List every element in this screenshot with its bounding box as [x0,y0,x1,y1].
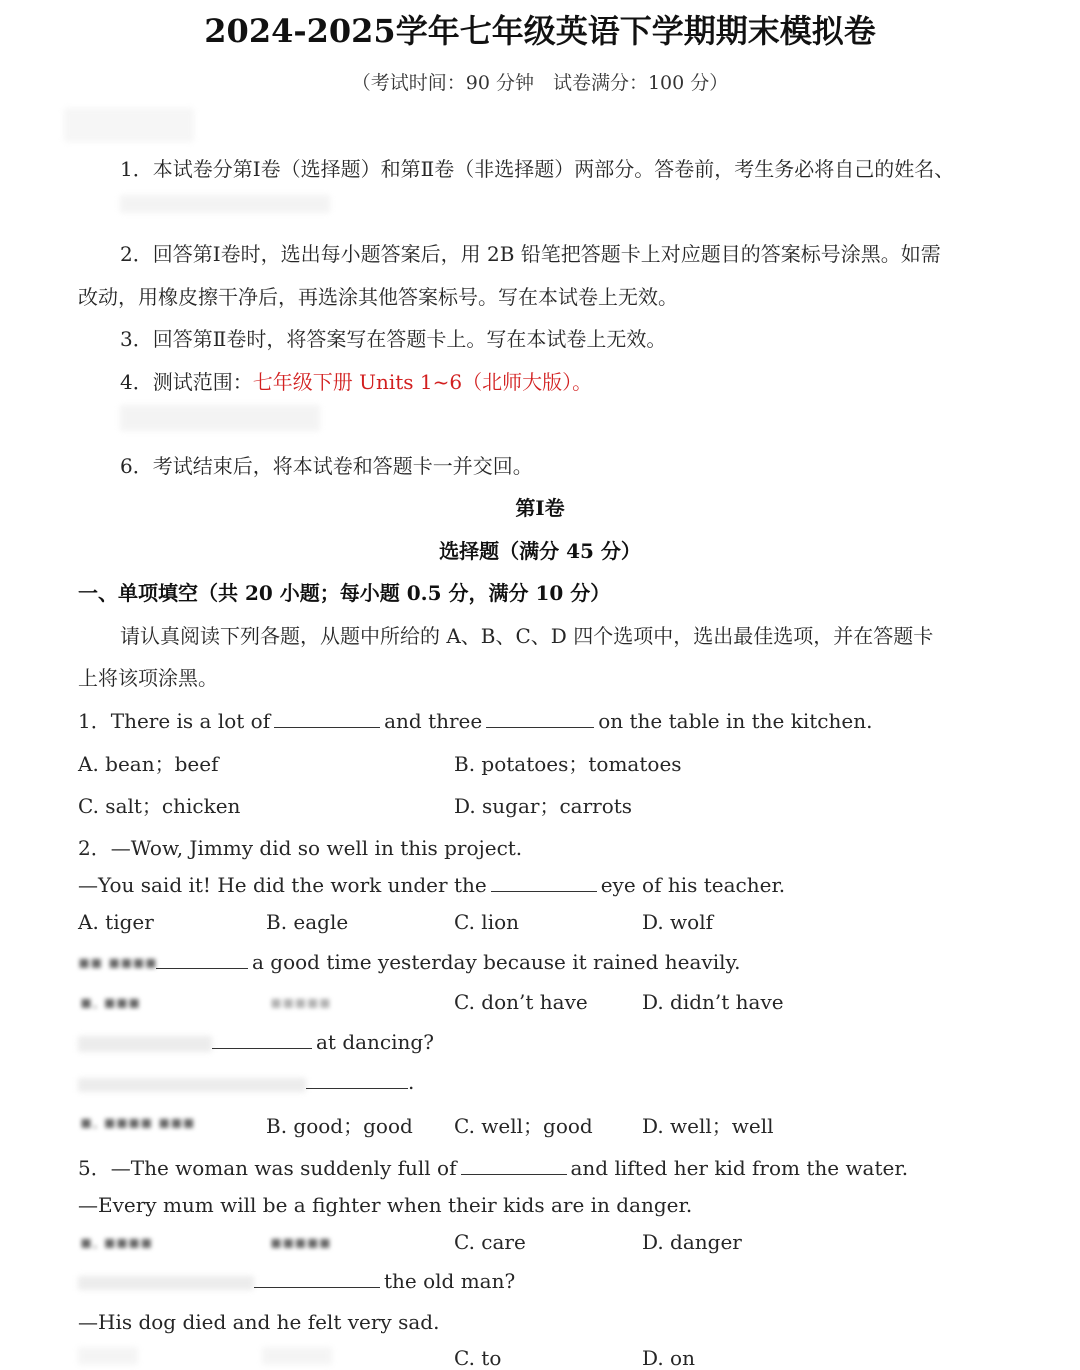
instruction-2a: 2．回答第Ⅰ卷时，选出每小题答案后，用 2B 铅笔把答题卡上对应题目的答案标号涂黑。如需 [120,242,941,266]
answer-blank [306,1070,408,1089]
q3-option-c: C. don’t have [454,990,588,1014]
instruction-6: 6．考试结束后，将本试卷和答题卡一并交回。 [120,454,533,478]
answer-blank [486,709,594,728]
q1-option-d: D. sugar；carrots [454,794,633,818]
q3-option-d: D. didn’t have [642,990,784,1014]
blurred-region [262,1347,332,1365]
directions-line-2: 上将该项涂黑。 [78,666,218,690]
volume-heading: 第Ⅰ卷 [515,496,565,520]
blurred-text: ▪. ▪▪▪▪ ▪▪▪ [80,1112,195,1133]
blurred-region [78,1078,306,1092]
q1-option-b: B. potatoes；tomatoes [454,752,682,776]
q2-option-c: C. lion [454,910,520,934]
blurred-region [64,108,194,142]
q4-option-b: B. good；good [266,1114,413,1138]
directions-line-1: 请认真阅读下列各题，从题中所给的 A、B、C、D 四个选项中，选出最佳选项，并在答题卡 [120,624,934,648]
exam-subtitle: （考试时间：90 分钟 试卷满分：100 分） [351,72,729,94]
part-heading: 选择题（满分 45 分） [439,539,641,563]
instruction-4-prefix: 4．测试范围： [120,370,253,394]
blurred-region [78,1347,138,1365]
q1-option-a: A. bean；beef [78,752,219,776]
question-6-stem: the old man? [254,1269,515,1293]
instruction-3: 3．回答第Ⅱ卷时，将答案写在答题卡上。写在本试卷上无效。 [120,327,667,351]
q5-option-d: D. danger [642,1230,742,1254]
answer-blank [212,1030,312,1049]
q4-option-c: C. well；good [454,1114,593,1138]
question-4-answer-line: . [306,1070,414,1094]
answer-blank [274,709,380,728]
blurred-region [120,195,330,213]
blurred-region [78,1276,254,1290]
instruction-1: 1．本试卷分第Ⅰ卷（选择题）和第Ⅱ卷（非选择题）两部分。答卷前，考生务必将自己的姓名、 [120,157,955,181]
question-1-stem: 1．There is a lot of and three on the table in the kitchen. [78,709,873,733]
answer-blank [254,1269,380,1288]
question-5-line-1: 5．—The woman was suddenly full of and lifted her kid from the water. [78,1156,909,1180]
q2-option-b: B. eagle [266,910,349,934]
question-6-line-2: —His dog died and he felt very sad. [78,1310,440,1334]
question-2-line-1: 2．—Wow, Jimmy did so well in this project. [78,836,523,860]
q6-option-c: C. to [454,1346,502,1370]
blurred-region [120,405,320,431]
instruction-4 [120,366,592,395]
q6-option-d: D. on [642,1346,695,1370]
q2-option-a: A. tiger [78,910,154,934]
question-5-line-2: —Every mum will be a fighter when their kids are in danger. [78,1193,693,1217]
instruction-2b: 改动，用橡皮擦干净后，再选涂其他答案标号。写在本试卷上无效。 [78,285,678,309]
q1-option-c: C. salt；chicken [78,794,241,818]
blurred-text: ▪▪ ▪▪▪▪ [78,952,157,973]
blurred-text: ▪▪▪▪▪ [270,992,331,1013]
q5-option-c: C. care [454,1230,526,1254]
blurred-text: ▪. ▪▪▪ [80,992,141,1013]
question-2-line-2: —You said it! He did the work under the eye of his teacher. [78,873,786,897]
exam-title: 2024-2025学年七年级英语下学期期末模拟卷 [204,12,876,50]
question-4-stem: at dancing? [212,1030,434,1054]
answer-blank [491,873,597,892]
question-3-stem: a good time yesterday because it rained heavily. [156,950,741,974]
answer-blank [461,1156,567,1175]
section-heading: 一、单项填空（共 20 小题；每小题 0.5 分，满分 10 分） [78,581,611,605]
blurred-region [78,1036,212,1052]
q2-option-d: D. wolf [642,910,713,934]
q4-option-d: D. well；well [642,1114,774,1138]
blurred-text: ▪▪▪▪▪ [270,1232,331,1253]
test-range: 七年级下册 Units 1~6（北师大版）。 [252,370,593,394]
blurred-text: ▪. ▪▪▪▪ [80,1232,153,1253]
answer-blank [156,950,248,969]
